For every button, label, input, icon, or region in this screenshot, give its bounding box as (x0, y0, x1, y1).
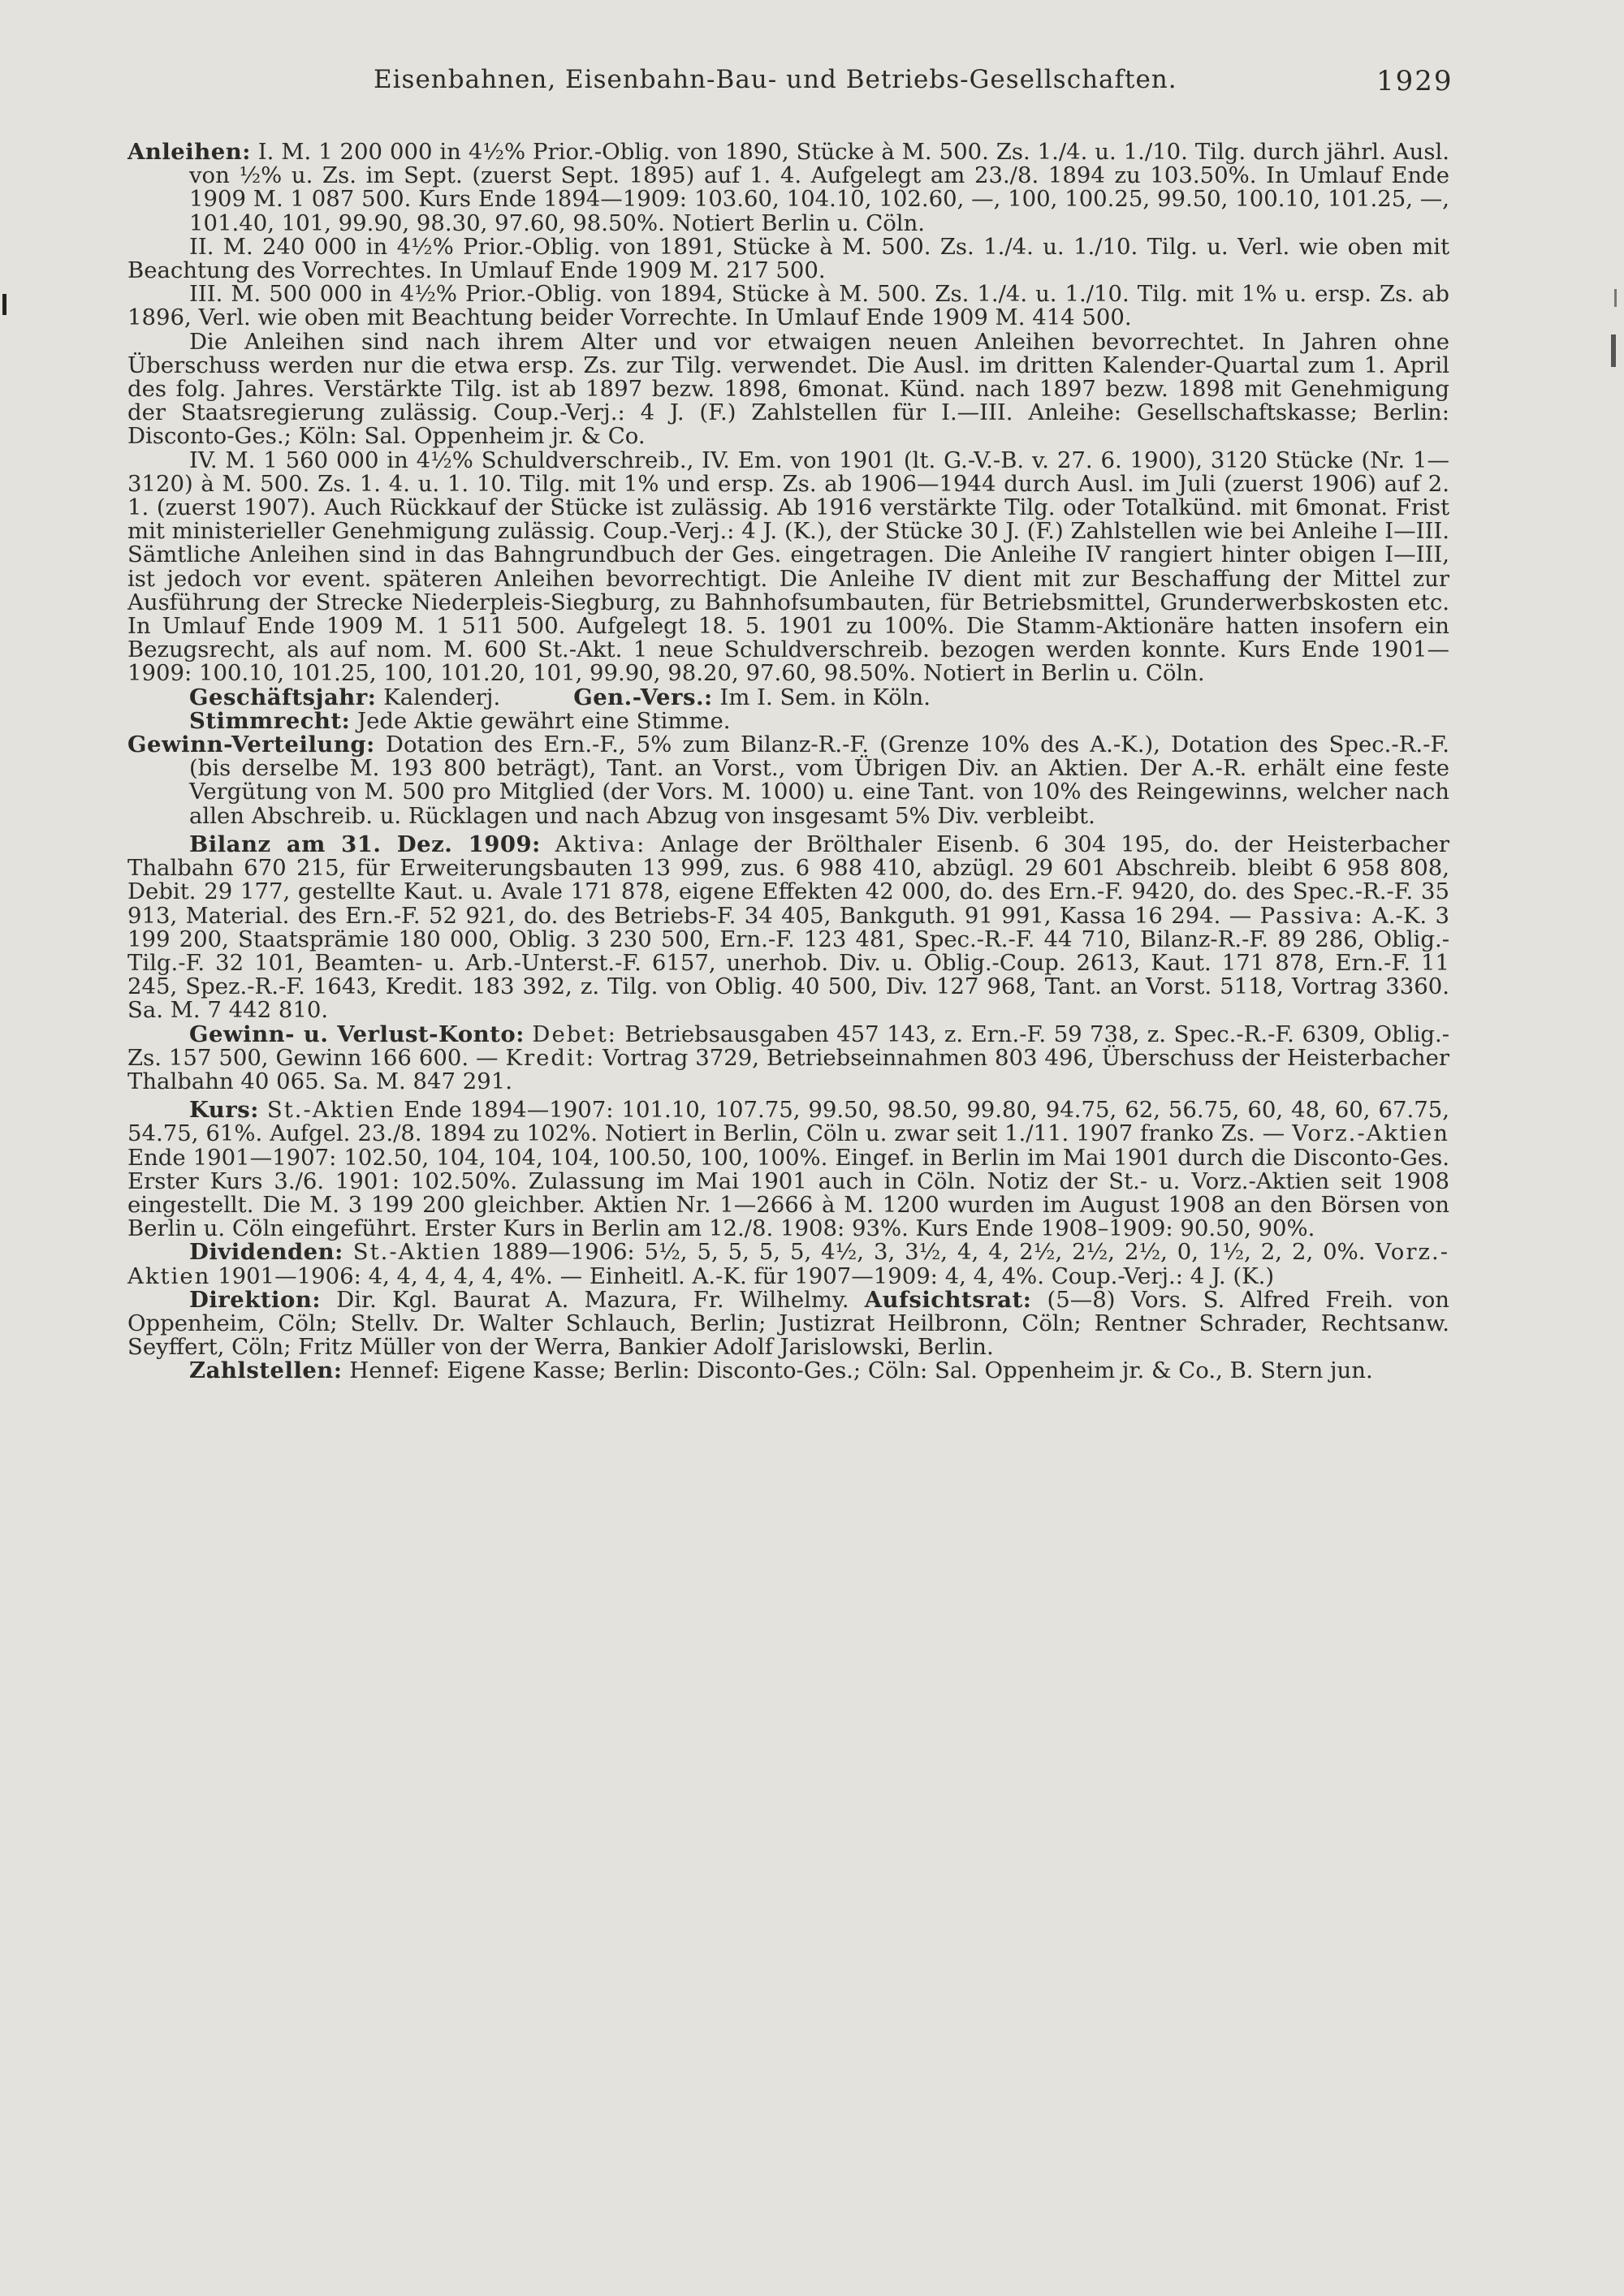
zahlstellen-label: Zahlstellen: (189, 1357, 343, 1384)
kurs-vorz-label: Vorz.-Aktien (1292, 1120, 1449, 1147)
dividenden-st-label: St.-Aktien (352, 1239, 482, 1266)
kurs-st-label: St.-Aktien (266, 1097, 396, 1124)
kurs-st-text: Ende 1894—1907: 101.10, 107.75, 99.50, 98.50, 99.80, 94.75, 62, 56.75, 60, 48, 60, 67.75, 54.75, 61%. Aufgel. 23./8. 1894 zu 102%. Notiert in Berlin, Cöln u. zwar seit 1./11. 1907 franko Zs. — (127, 1097, 1449, 1147)
kurs-paragraph (127, 1098, 1449, 1241)
passiva-text: A.-K. 3 199 200, Staatsprämie 180 000, Oblig. 3 230 500, Ern.-F. 123 481, Spec.-R.-F. 44 710, Bilanz-R.-F. 89 286, Oblig.-Tilg.-F. 32 101, Beamten- u. Arb.-Unterst.-F. 6157, unerhob. Div. u. Oblig.-Coup. 2613, Kaut. 171 878, Ern.-F. 11 245, Spez.-R.-F. 1643, Kredit. 183 392, z. Tilg. von Oblig. 40 500, Div. 127 968, Tant. an Vorst. 5118, Vortrag 3360. Sa. M. 7 442 810. (127, 902, 1449, 1024)
aktiva-label: Aktiva: (555, 831, 646, 857)
kredit-label: Kredit: (505, 1044, 596, 1071)
stimmrecht-text: Jede Aktie gewährt eine Stimme. (350, 707, 731, 734)
gewinn-verteilung-paragraph (127, 733, 1449, 828)
debet-label: Debet: (532, 1021, 617, 1047)
direktion-text: Dir. Kgl. Baurat A. Mazura, Fr. Wilhelmy. (320, 1286, 865, 1313)
zahlstellen-text: Hennef: Eigene Kasse; Berlin: Disconto-Ges.; Cöln: Sal. Oppenheim jr. & Co., B. Stern jun. (342, 1357, 1373, 1384)
anleihen-paragraph-3: III. M. 500 000 in 4½% Prior.-Oblig. von 1894, Stücke à M. 500. Zs. 1./4. u. 1./10. Tilg. mit 1% u. ersp. Zs. ab 1896, Verl. wie oben mit Beachtung beider Vorrechte. In Umlauf Ende 1909 M. 414 500. (127, 281, 1449, 331)
gewinn-verteilung-text: Dotation des Ern.-F., 5% zum Bilanz-R.-F. (Grenze 10% des A.-K.), Dotation des Spec.-R.-F. (bis derselbe M. 193 800 beträgt), Tant. an Vorst., vom Übrigen Div. an Aktien. Der A.-R. erhält eine feste Vergütung von M. 500 pro Mitglied (der Vors. M. 1000) u. eine Tant. von 10% des Reingewinns, welcher nach allen Abschreib. u. Rücklagen und nach Abzug von insgesamt 5% Div. verbleibt. (189, 732, 1449, 829)
anleihen-label: Anleihen: (127, 139, 251, 165)
geschaeftsjahr-text: Kalenderj. (376, 684, 501, 710)
anleihen-paragraph-2: II. M. 240 000 in 4½% Prior.-Oblig. von 1891, Stücke à M. 500. Zs. 1./4. u. 1./10. Tilg. u. Verl. wie oben mit Beachtung des Vorrechtes. In Umlauf Ende 1909 M. 217 500. (127, 233, 1449, 284)
running-header (0, 65, 1624, 114)
zahlstellen-paragraph (127, 1359, 1449, 1383)
dividenden-vorz-text: 1901—1906: 4, 4, 4, 4, 4, 4%. — Einheitl. A.-K. für 1907—1909: 4, 4, 4%. Coup.-Verj.: 4 J. (K.) (210, 1262, 1275, 1289)
kurs-label: Kurs: (189, 1097, 259, 1124)
gewinn-verlust-paragraph (127, 1023, 1449, 1094)
page-number: 1929 (1376, 65, 1453, 97)
gen-vers-label: Gen.-Vers.: (573, 684, 713, 710)
dividenden-paragraph (127, 1241, 1449, 1288)
anleihen-paragraph-4: Die Anleihen sind nach ihrem Alter und vor etwaigen neuen Anleihen bevorrechtet. In Jahren ohne Überschuss werden nur die etwa ersp. Zs. zur Tilg. verwendet. Die Ausl. im dritten Kalender-Quartal zum 1. April des folg. Jahres. Verstärkte Tilg. ist ab 1897 bezw. 1898, 6monat. Künd. nach 1897 bezw. 1898 mit Genehmigung der Staatsregierung zulässig. Coup.-Verj.: 4 J. (F.) Zahlstellen für I.—III. Anleihe: Gesellschaftskasse; Berlin: Disconto-Ges.; Köln: Sal. Oppenheim jr. & Co. (127, 328, 1449, 450)
gewinn-verlust-label: Gewinn- u. Verlust-Konto: (189, 1021, 525, 1047)
scan-speck-right-2 (1611, 334, 1616, 367)
header-title: Eisenbahnen, Eisenbahn-Bau- und Betriebs-Gesellschaften. (374, 65, 1177, 94)
anleihen-paragraph-5: IV. M. 1 560 000 in 4½% Schuldverschreib., IV. Em. von 1901 (lt. G.-V.-B. v. 27. 6. 1900), 3120 Stücke (Nr. 1—3120) à M. 500. Zs. 1. 4. u. 1. 10. Tilg. mit 1% und ersp. Zs. ab 1906—1944 durch Ausl. im Juli (zuerst 1906) auf 2. 1. (zuerst 1907). Auch Rückkauf der Stücke ist zulässig. Ab 1916 verstärkte Tilg. oder Totalkünd. mit 6monat. Frist mit ministerieller Genehmigung zulässig. Coup.-Verj.: 4 J. (K.), der Stücke 30 J. (F.) Zahlstellen wie bei Anleihe I—III. Sämtliche Anleihen sind in das Bahngrundbuch der Ges. eingetragen. Die Anleihe IV rangiert hinter obigen I—III, ist jedoch vor event. späteren Anleihen bevorrechtigt. Die Anleihe IV dient mit zur Beschaffung der Mittel zur Ausführung der Strecke Niederpleis-Siegburg, zu Bahnhofsumbauten, für Betriebsmittel, Grunderwerbskosten etc. In Umlauf Ende 1909 M. 1 511 500. Aufgelegt 18. 5. 1901 zu 100%. Die Stamm-Aktionäre hatten insofern ein Bezugsrecht, als auf nom. M. 600 St.-Akt. 1 neue Schuldverschreib. bezogen werden konnte. Kurs Ende 1901—1909: 100.10, 101.25, 100, 101.20, 101, 99.90, 98.20, 97.60, 98.50%. Notiert in Berlin u. Cöln. (127, 447, 1449, 687)
geschaeftsjahr-label: Geschäftsjahr: (189, 684, 377, 710)
gen-vers-text: Im I. Sem. in Köln. (712, 684, 931, 710)
aktiva-text: Anlage der Brölthaler Eisenb. 6 304 195, do. der Heisterbacher Thalbahn 670 215, für Erweiterungsbauten 13 999, zus. 6 988 410, abzügl. 29 601 Abschreib. bleibt 6 958 808, Debit. 29 177, gestellte Kaut. u. Avale 171 878, eigene Effekten 42 000, do. des Ern.-F. 9420, do. des Spec.-R.-F. 35 913, Material. des Ern.-F. 52 921, do. des Betriebs-F. 34 405, Bankguth. 91 991, Kassa 16 294. — (127, 831, 1449, 929)
direktion-paragraph (127, 1288, 1449, 1360)
bilanz-paragraph (127, 833, 1449, 1023)
page-body (127, 140, 1449, 1383)
dividenden-vorz-label: Vorz.-Aktien (127, 1239, 1449, 1289)
kredit-text: Vortrag 3729, Betriebseinnahmen 803 496, Überschuss der Heisterbacher Thalbahn 40 065. Sa. M. 847 291. (127, 1044, 1449, 1094)
anleihen-text-1: I. M. 1 200 000 in 4½% Prior.-Oblig. von 1890, Stücke à M. 500. Zs. 1./4. u. 1./10. Tilg. durch jährl. Ausl. von ½% u. Zs. im Sept. (zuerst Sept. 1895) auf 1. 4. Aufgelegt am 23./8. 1894 zu 103.50%. In Umlauf Ende 1909 M. 1 087 500. Kurs Ende 1894—1909: 103.60, 104.10, 102.60, —, 100, 100.25, 99.50, 100.10, 101.25, —, 101.40, 101, 99.90, 98.30, 97.60, 98.50%. Notiert Berlin u. Cöln. (189, 139, 1449, 236)
geschaeftsjahr-line (127, 686, 1449, 710)
stimmrecht-line (127, 707, 1449, 734)
dividenden-st-text: 1889—1906: 5½, 5, 5, 5, 5, 4½, 3, 3½, 4, 4, 2½, 2½, 2½, 0, 1½, 2, 2, 0%. (482, 1239, 1376, 1266)
bilanz-label: Bilanz am 31. Dez. 1909: (189, 831, 541, 857)
scan-speck-right-1 (1614, 289, 1617, 307)
aufsichtsrat-text: (5—8) Vors. S. Alfred Freih. von Oppenheim, Cöln; Stellv. Dr. Walter Schlauch, Berlin; Justizrat Heilbronn, Cöln; Rentner Schrader, Rechtsanw. Seyffert, Cöln; Fritz Müller von der Werra, Bankier Adolf Jarislowski, Berlin. (127, 1286, 1449, 1361)
dividenden-label: Dividenden: (189, 1239, 343, 1266)
kurs-vorz-text: Ende 1901—1907: 102.50, 104, 104, 104, 100.50, 100, 100%. Eingef. in Berlin im Mai 1901 durch die Disconto-Ges. Erster Kurs 3./6. 1901: 102.50%. Zulassung im Mai 1901 auch in Cöln. Notiz der St.- u. Vorz.-Aktien seit 1908 eingestellt. Die M. 3 199 200 gleichber. Aktien Nr. 1—2666 à M. 1200 wurden im August 1908 an den Börsen von Berlin u. Cöln eingeführt. Erster Kurs in Berlin am 12./8. 1908: 93%. Kurs Ende 1908–1909: 90.50, 90%. (127, 1144, 1449, 1242)
stimmrecht-label: Stimmrecht: (189, 707, 351, 734)
scan-speck-left (2, 294, 6, 315)
debet-text: Betriebsausgaben 457 143, z. Ern.-F. 59 738, z. Spec.-R.-F. 6309, Oblig.-Zs. 157 500, Gewinn 166 600. — (127, 1021, 1450, 1071)
anleihen-paragraph-1 (127, 140, 1449, 235)
passiva-label: Passiva: (1259, 902, 1364, 929)
gewinn-verteilung-label: Gewinn-Verteilung: (127, 732, 375, 758)
aufsichtsrat-label: Aufsichtsrat: (864, 1286, 1032, 1313)
direktion-label: Direktion: (189, 1286, 321, 1313)
